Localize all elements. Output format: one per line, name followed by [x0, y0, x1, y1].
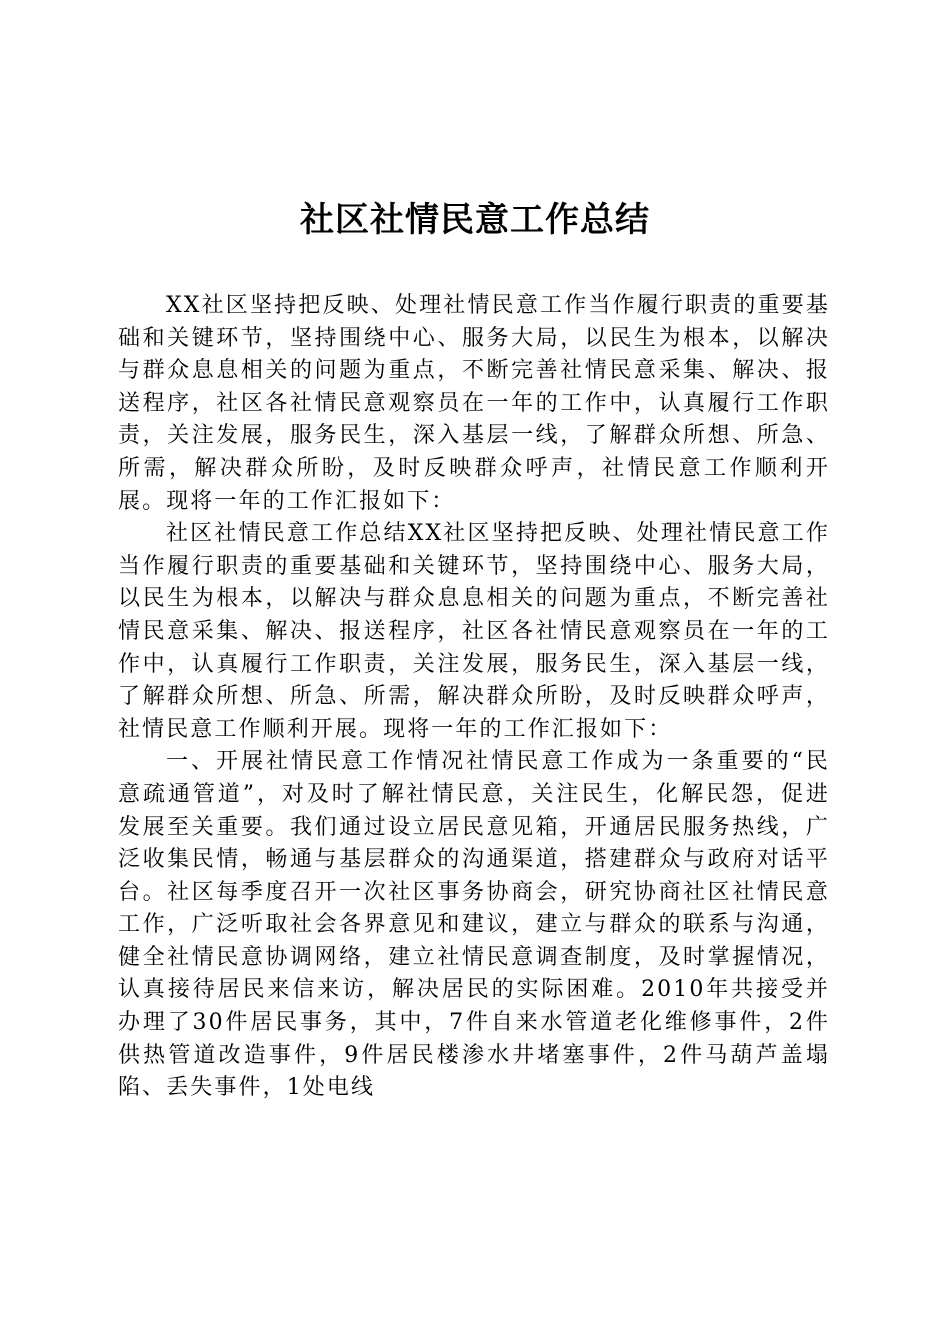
- paragraph-summary: 社区社情民意工作总结XX社区坚持把反映、处理社情民意工作当作履行职责的重要基础和关键环节，坚持围绕中心、服务大局，以民生为根本，以解决与群众息息相关的问题为重点，不断完善社情民意采集、解决、报送程序，社区各社情民意观察员在一年的工作中，认真履行工作职责，关注发展，服务民生，深入基层一线，了解群众所想、所急、所需，解决群众所盼，及时反映群众呼声，社情民意工作顺利开展。现将一年的工作汇报如下：: [118, 521, 830, 742]
- paragraph-intro: XX社区坚持把反映、处理社情民意工作当作履行职责的重要基础和关键环节，坚持围绕中心、服务大局，以民生为根本，以解决与群众息息相关的问题为重点，不断完善社情民意采集、解决、报送程序，社区各社情民意观察员在一年的工作中，认真履行工作职责，关注发展，服务民生，深入基层一线，了解群众所想、所急、所需，解决群众所盼，及时反映群众呼声，社情民意工作顺利开展。现将一年的工作汇报如下：: [118, 293, 830, 514]
- paragraph-section-one: 一、开展社情民意工作情况社情民意工作成为一条重要的“民意疏通管道”，对及时了解社情民意，关注民生，化解民怨，促进发展至关重要。我们通过设立居民意见箱，开通居民服务热线，广泛收集民情，畅通与基层群众的沟通渠道，搭建群众与政府对话平台。社区每季度召开一次社区事务协商会，研究协商社区社情民意工作，广泛听取社会各界意见和建议，建立与群众的联系与沟通，健全社情民意协调网络，建立社情民意调查制度，及时掌握情况，认真接待居民来信来访，解决居民的实际困难。2010年共接受并办理了30件居民事务，其中，7件自来水管道老化维修事件，2件供热管道改造事件，9件居民楼渗水井堵塞事件，2件马葫芦盖塌陷、丢失事件，1处电线: [118, 749, 830, 1101]
- document-title: 社区社情民意工作总结: [300, 200, 650, 240]
- document-body: [118, 290, 830, 1105]
